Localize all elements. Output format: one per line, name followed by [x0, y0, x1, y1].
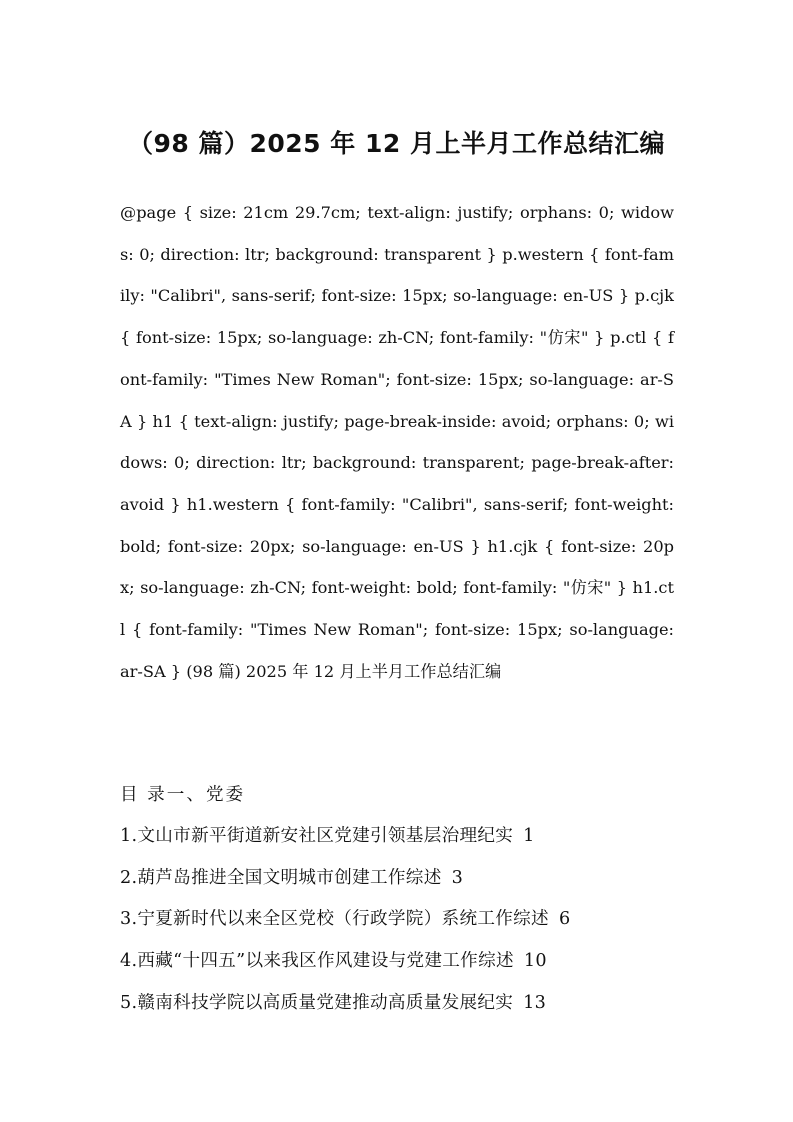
- toc-entry[interactable]: [120, 816, 680, 858]
- toc-entry[interactable]: [120, 941, 680, 983]
- document-body-text: @page { size: 21cm 29.7cm; text-align: justify; orphans: 0; widows: 0; direction: ltr; background: transparent } p.western { font-family: "Calibri", sans-serif; font-size: 15px; so-language: en-US } p.cjk { font-size: 15px; so-language: zh-CN; font-family: "仿宋" } p.ctl { font-family: "Times New Roman"; font-size: 15px; so-language: ar-SA } h1 { text-align: justify; page-break-inside: avoid; orphans: 0; widows: 0; direction: ltr; background: transparent; page-break-after: avoid } h1.western { font-family: "Calibri", sans-serif; font-weight: bold; font-size: 20px; so-language: en-US } h1.cjk { font-size: 20px; so-language: zh-CN; font-weight: bold; font-family: "仿宋" } h1.ctl { font-family: "Times New Roman"; font-size: 15px; so-language: ar-SA } (98 篇) 2025 年 12 月上半月工作总结汇编: [120, 203, 674, 681]
- table-of-contents: [120, 774, 680, 1024]
- toc-entry-label: 1.文山市新平街道新安社区党建引领基层治理纪实: [120, 826, 514, 846]
- toc-entry-page: 1: [523, 826, 535, 846]
- toc-entry[interactable]: [120, 899, 680, 941]
- toc-entry-label: 2.葫芦岛推进全国文明城市创建工作综述: [120, 867, 442, 888]
- toc-entry-page: 13: [523, 992, 547, 1013]
- toc-entry-label: 4.西藏“十四五”以来我区作风建设与党建工作综述: [120, 951, 514, 972]
- toc-entry[interactable]: [120, 983, 680, 1025]
- toc-entry-page: 3: [451, 867, 464, 888]
- toc-entry-label: 3.宁夏新时代以来全区党校（行政学院）系统工作综述: [120, 909, 549, 930]
- toc-entry-label: 5.赣南科技学院以高质量党建推动高质量发展纪实: [120, 992, 514, 1013]
- toc-entry-page: 10: [523, 951, 547, 972]
- toc-entry[interactable]: [120, 858, 680, 900]
- toc-entry-page: 6: [558, 909, 571, 930]
- toc-heading: 目 录一、党委: [120, 785, 246, 805]
- document-title: （98 篇）2025 年 12 月上半月工作总结汇编: [128, 129, 665, 158]
